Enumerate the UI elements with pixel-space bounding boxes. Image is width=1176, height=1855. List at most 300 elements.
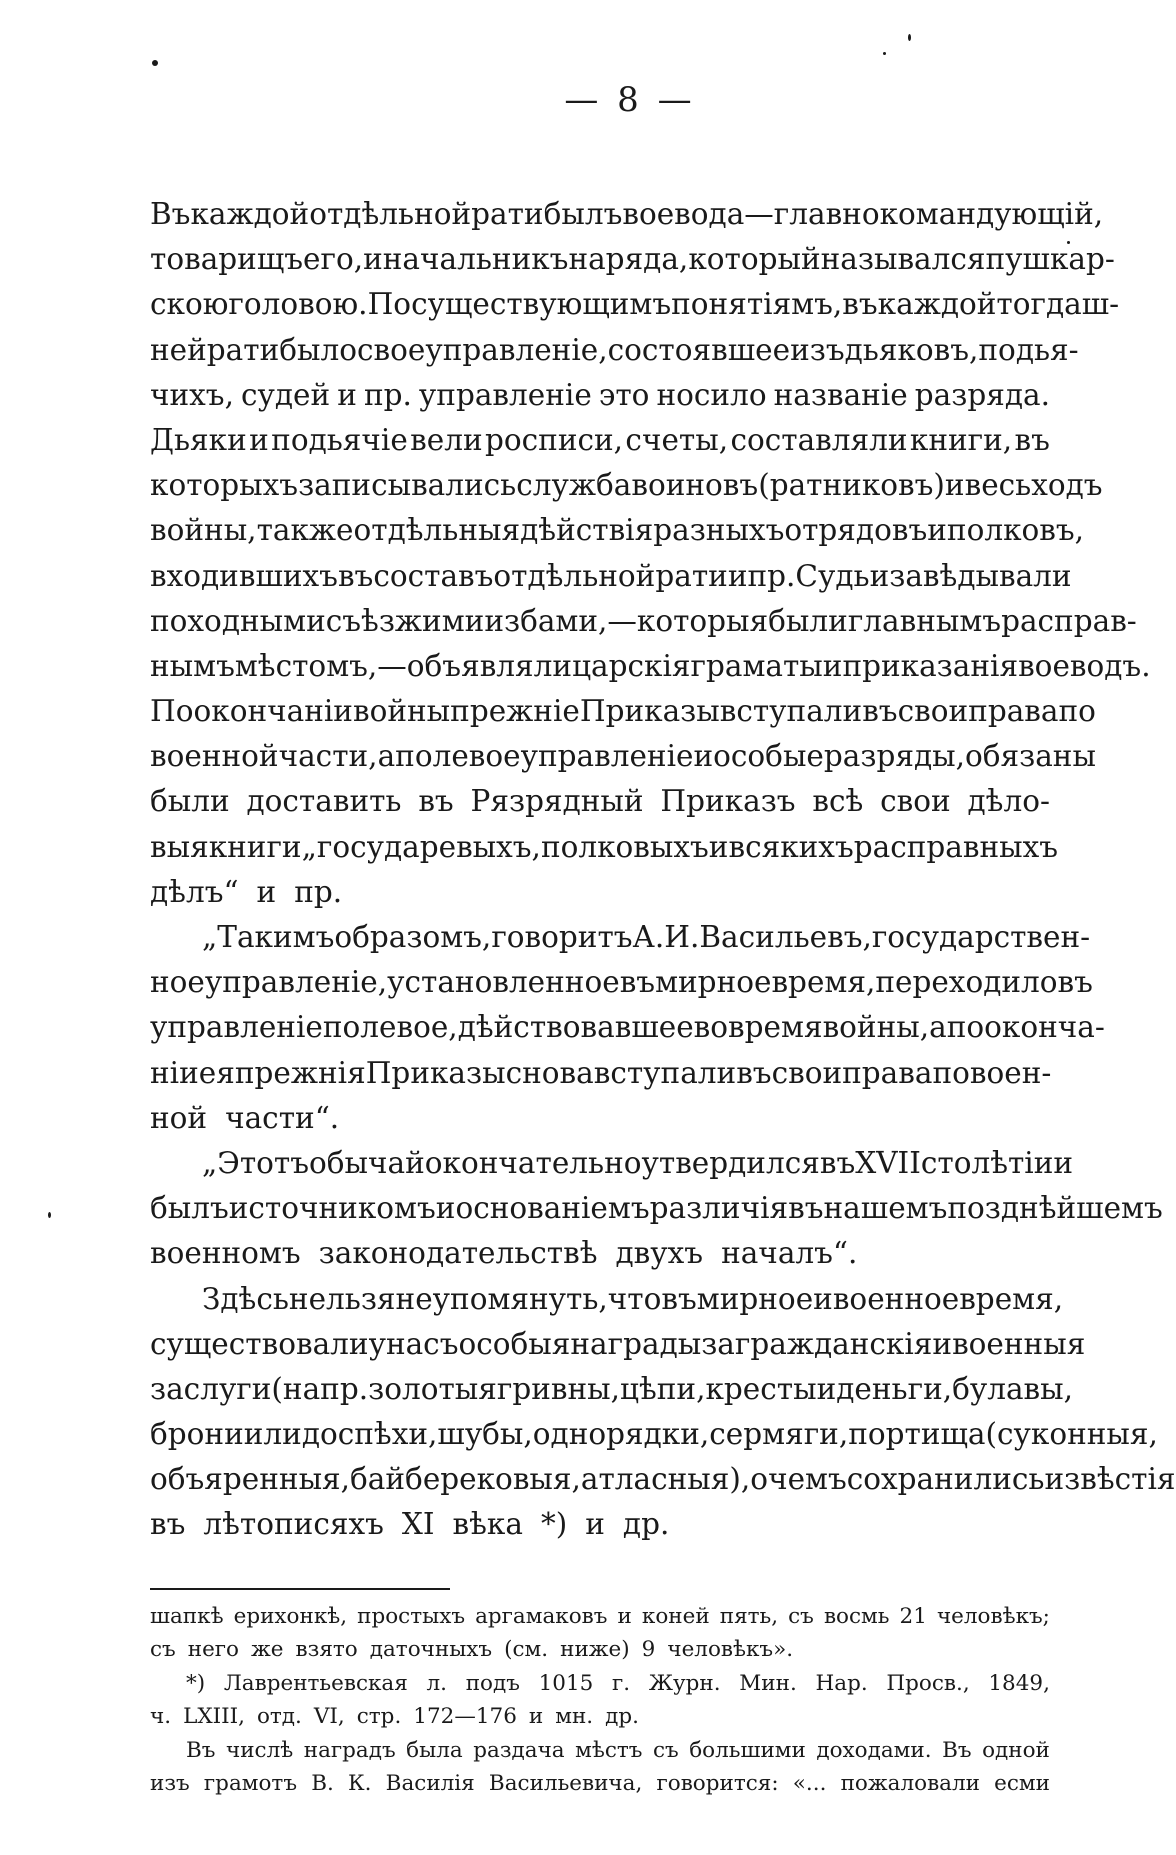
word: пр.	[294, 874, 343, 909]
word: дѣйствовавшее	[457, 1010, 694, 1045]
word: войны,	[150, 513, 257, 548]
word: были	[150, 784, 230, 819]
text-line	[150, 237, 1115, 282]
footnote-word: говорится:	[656, 1771, 779, 1797]
word: образомъ,	[334, 920, 492, 954]
footnote-word: «...	[792, 1771, 827, 1797]
word: Рязрядный	[470, 784, 644, 819]
word: въ	[842, 287, 878, 322]
word: ходъ	[1031, 468, 1103, 503]
word: время,	[959, 1281, 1064, 1316]
word: и	[944, 468, 965, 503]
word: воеводъ.	[1018, 648, 1151, 683]
word: или	[243, 1417, 302, 1452]
word: и	[727, 558, 748, 593]
word: пр.	[363, 377, 412, 412]
text-line	[150, 734, 1096, 779]
word: дьяковъ,	[844, 332, 979, 367]
footnote-word: даточныхъ	[369, 1637, 493, 1663]
word: носило	[656, 377, 767, 412]
word: дѣло-	[967, 784, 1050, 819]
word: съѣзжими	[325, 603, 485, 638]
word: (ратниковъ)	[758, 468, 945, 503]
footnote-word: и	[528, 1704, 544, 1730]
word: полевое,	[322, 1010, 458, 1045]
word: названіе	[773, 377, 908, 412]
footnote-line	[150, 1700, 1050, 1734]
word: царскія	[572, 648, 691, 683]
text-line	[150, 1412, 1158, 1457]
footnote-word: Журн.	[648, 1670, 721, 1696]
footnote-word: грамотъ	[203, 1771, 298, 1797]
word: и	[337, 377, 357, 412]
word: мирное	[696, 1281, 814, 1316]
word: по	[932, 1055, 970, 1090]
text-line	[150, 282, 1120, 327]
word: ной	[150, 1100, 208, 1135]
word: наряда,	[568, 242, 689, 277]
word: сохранились	[846, 1462, 1045, 1497]
footnote-word: К.	[348, 1771, 372, 1797]
main-text	[150, 192, 1176, 1548]
footnote-word: доходами.	[816, 1737, 932, 1763]
footnote-line	[150, 1633, 1050, 1667]
footnote-word: большими	[689, 1737, 806, 1763]
text-line	[150, 779, 1050, 824]
text-line	[150, 960, 1093, 1005]
word: назывался	[820, 242, 986, 277]
page-number: — 8 —	[564, 80, 696, 120]
footnote-word: аргамаковъ	[475, 1603, 608, 1629]
word: приказанія	[842, 648, 1019, 683]
footnote-line	[150, 1734, 1050, 1768]
word: разряды,	[823, 739, 965, 774]
footnote-rule	[150, 1588, 450, 1590]
word: особыя	[458, 1326, 571, 1361]
ink-speck	[908, 34, 911, 41]
text-line	[150, 870, 1050, 915]
footnote-word: съ	[652, 1737, 679, 1763]
word: время	[728, 1010, 823, 1045]
footnote-word: стр.	[356, 1704, 402, 1730]
footnote-word: восмь	[823, 1603, 890, 1629]
word: атласныя),	[580, 1462, 751, 1497]
text-line	[150, 1231, 1050, 1276]
footnote-word: есми	[994, 1771, 1050, 1797]
text-line	[150, 1322, 1086, 1367]
word: и	[708, 829, 729, 864]
word: военной	[150, 739, 279, 774]
word: окончаніи	[193, 694, 353, 729]
word: начальникъ	[382, 242, 569, 277]
text-line	[150, 689, 1096, 734]
word: служба	[516, 468, 632, 503]
word: и	[927, 513, 947, 548]
word: управленіе	[150, 1010, 323, 1045]
word: существовали	[150, 1326, 369, 1361]
word: скою	[150, 287, 229, 322]
word: байберековыя,	[350, 1462, 581, 1497]
word: управленіе	[418, 377, 592, 412]
word: оконча-	[984, 1010, 1105, 1045]
footnote-word: числѣ	[226, 1737, 294, 1763]
footnote-word: (см.	[504, 1637, 549, 1663]
word: весь	[964, 468, 1032, 503]
footnote-word: отд.	[256, 1704, 302, 1730]
word: прежнія	[234, 1055, 366, 1090]
word: въ	[619, 965, 656, 1000]
word: „Этотъ	[202, 1145, 310, 1180]
word: подьячіе	[271, 422, 408, 457]
word: двухъ	[615, 1236, 704, 1271]
word: отдѣльной	[493, 558, 656, 593]
word: отдѣльной	[309, 197, 472, 231]
word: вступали	[719, 694, 863, 729]
word: и	[693, 739, 714, 774]
footnote-word: *)	[186, 1670, 206, 1696]
word: воен-	[969, 1055, 1052, 1090]
word: брони	[150, 1417, 244, 1452]
word: книги	[208, 829, 302, 864]
text-line	[150, 915, 1091, 960]
word: утвердился	[641, 1145, 820, 1180]
footnote-word: LXIII,	[183, 1704, 245, 1730]
word: пр.	[747, 558, 796, 593]
text-line	[150, 1277, 1064, 1322]
word: деньги,	[836, 1371, 953, 1406]
word: всѣ	[812, 784, 864, 819]
word: въ	[1057, 965, 1093, 1000]
word: Здѣсь	[202, 1281, 289, 1316]
word: а	[377, 739, 396, 774]
word: и	[585, 1507, 605, 1542]
word: у	[368, 1326, 386, 1361]
word: подья-	[978, 332, 1079, 367]
footnote-line	[150, 1667, 1050, 1701]
text-line	[150, 1367, 1074, 1412]
word: войны	[352, 694, 451, 729]
word: полевое	[395, 739, 521, 774]
word: и	[813, 1281, 833, 1316]
word: переходило	[875, 965, 1058, 1000]
word: лѣтописяхъ	[203, 1507, 384, 1542]
text-line	[150, 644, 1151, 689]
word: части“.	[225, 1100, 340, 1135]
footnote-word: Нар.	[815, 1670, 868, 1696]
footnote-word: наградъ	[303, 1737, 396, 1763]
text-line	[150, 825, 1059, 870]
word: полковыхъ	[540, 829, 709, 864]
word: и	[932, 1326, 953, 1361]
ink-speck	[883, 52, 886, 55]
word: былъ	[543, 197, 623, 231]
footnote-word: коней	[641, 1603, 710, 1629]
word: гражданскія	[734, 1326, 933, 1361]
word: XVII	[855, 1145, 921, 1180]
word: по	[1058, 694, 1096, 729]
word: изъ	[790, 332, 845, 367]
word: былъ	[150, 1191, 229, 1226]
word: судей	[241, 377, 331, 412]
word: ней	[150, 332, 207, 367]
word: вѣка	[452, 1507, 523, 1542]
word: завѣдывали	[889, 558, 1072, 593]
word: и	[822, 648, 843, 683]
word: а	[929, 1010, 947, 1045]
word: всякихъ	[728, 829, 854, 864]
word: Васильевъ,	[699, 920, 872, 954]
word: свои	[897, 694, 969, 729]
word: счеты,	[625, 422, 729, 457]
word: который	[688, 242, 821, 277]
footnote-word: простыхъ	[357, 1603, 466, 1629]
word: въ	[150, 1507, 186, 1542]
text-line	[150, 554, 1072, 599]
word: права	[842, 1055, 933, 1090]
text-line	[150, 1096, 1050, 1141]
text-line	[150, 373, 1050, 418]
word: установленное	[387, 965, 620, 1000]
word: цѣпи,	[620, 1371, 706, 1406]
word: и	[256, 874, 277, 909]
text-line	[150, 1502, 1050, 1547]
word: обязаны	[964, 739, 1096, 774]
word: насъ	[385, 1326, 459, 1361]
word: въ	[1014, 422, 1050, 457]
word: и	[816, 1371, 837, 1406]
word: это	[598, 377, 650, 412]
word: которыхъ	[150, 468, 299, 503]
word: (суконныя,	[985, 1417, 1158, 1452]
word: столѣтіи	[920, 1145, 1054, 1180]
word: законодательствѣ	[318, 1236, 598, 1271]
footnote-word: подъ	[465, 1670, 520, 1696]
footnote-word: ерихонкѣ,	[233, 1603, 348, 1629]
word: части,	[278, 739, 378, 774]
word: упомянуть,	[432, 1281, 608, 1316]
word: позднѣйшемъ	[947, 1191, 1163, 1226]
word: въ	[819, 1145, 856, 1180]
word: гривны,	[496, 1371, 621, 1406]
footnote-word: человѣкъ».	[667, 1637, 794, 1663]
text-line	[150, 1005, 1105, 1050]
word: что	[607, 1281, 662, 1316]
word: Приказы	[365, 1055, 506, 1090]
word: по	[946, 1010, 985, 1045]
word: головою.	[228, 287, 368, 322]
word: Приказъ	[660, 784, 796, 819]
word: мирное	[655, 965, 772, 1000]
word: нымъ	[150, 648, 235, 683]
footnote-word: человѣкъ;	[936, 1603, 1050, 1629]
word: управленіе,	[425, 332, 608, 367]
word: нельзя	[288, 1281, 396, 1316]
word: каждой	[877, 287, 997, 322]
word: о	[750, 1462, 769, 1497]
word: Въ	[150, 197, 191, 231]
ink-speck	[48, 1212, 51, 1218]
word: товарищъ	[150, 242, 304, 277]
word: за	[701, 1326, 735, 1361]
word: пушкар-	[985, 242, 1115, 277]
word: въ	[862, 694, 898, 729]
word: государствен-	[871, 920, 1091, 954]
word: награды	[570, 1326, 702, 1361]
word: булавы,	[952, 1371, 1074, 1406]
word: главнымъ	[847, 603, 1002, 638]
word: въ	[788, 1191, 824, 1226]
footnote-word: л.	[426, 1670, 448, 1696]
word: разныхъ	[653, 513, 785, 548]
word: окончательно	[424, 1145, 642, 1180]
footnote-word: съ	[150, 1637, 176, 1663]
text-line	[150, 328, 1079, 373]
word: ея	[198, 1055, 235, 1090]
text-line	[150, 508, 1085, 553]
word: доставить	[246, 784, 402, 819]
word: управленіе,	[204, 965, 388, 1000]
word: снова	[505, 1055, 594, 1090]
word: были	[768, 603, 848, 638]
word: права	[968, 694, 1059, 729]
word: граматы	[690, 648, 823, 683]
word: кресты	[705, 1371, 817, 1406]
word: воиновъ	[631, 468, 759, 503]
footnote-word: В.	[311, 1771, 334, 1797]
footnote-word: 172—176	[413, 1704, 517, 1730]
word: нашемъ	[823, 1191, 948, 1226]
footnote-word: изъ	[150, 1771, 190, 1797]
word: однорядки,	[532, 1417, 710, 1452]
word: существующимъ	[411, 287, 672, 322]
word: избами,—которыя	[484, 603, 769, 638]
word: было	[279, 332, 358, 367]
footnote-word: VI,	[313, 1704, 345, 1730]
footnote-word: 1849,	[988, 1670, 1050, 1696]
word: объяренныя,	[150, 1462, 351, 1497]
word: По	[150, 694, 194, 729]
word: А.	[632, 920, 665, 954]
word: записывались	[298, 468, 517, 503]
word: вступали	[593, 1055, 737, 1090]
word: военныя	[952, 1326, 1086, 1361]
word: отдѣльныя	[353, 513, 521, 548]
word: составляли	[730, 422, 908, 457]
word: доспѣхи,	[301, 1417, 438, 1452]
word: военное	[832, 1281, 960, 1316]
word: др.	[622, 1507, 670, 1542]
footnote-word: Василія	[385, 1771, 475, 1797]
footnote-word: одной	[982, 1737, 1050, 1763]
word: во	[693, 1010, 729, 1045]
word: заслуги	[150, 1371, 272, 1406]
word: въ	[337, 558, 374, 593]
word: *)	[540, 1507, 568, 1542]
word: росписи,	[485, 422, 624, 457]
word: источникомъ	[228, 1191, 436, 1226]
footnote-word: 21	[899, 1603, 927, 1629]
footnote-word: г.	[612, 1670, 631, 1696]
footnotes	[150, 1600, 1050, 1801]
word: вели	[410, 422, 483, 457]
text-line	[150, 192, 1104, 237]
word: мѣстомъ,—объявляли	[234, 648, 573, 683]
footnote-word: была	[406, 1737, 463, 1763]
text-line	[150, 1186, 1163, 1231]
word: основаніемъ	[455, 1191, 650, 1226]
word: чемъ	[768, 1462, 847, 1497]
word: книги,	[909, 422, 1013, 457]
word: понятіямъ,	[671, 287, 843, 322]
footnote-word: ниже)	[560, 1637, 630, 1663]
word: не	[395, 1281, 433, 1316]
word: „государевыхъ,	[301, 829, 541, 864]
word: (напр.	[271, 1371, 369, 1406]
text-line	[150, 1457, 1176, 1502]
word: И.	[664, 920, 700, 954]
word: дѣйствія	[520, 513, 654, 548]
footnote-word: Просв.,	[886, 1670, 970, 1696]
word: началъ“.	[721, 1236, 858, 1271]
word: свои	[880, 784, 951, 819]
word: шубы,	[437, 1417, 533, 1452]
word: выя	[150, 829, 209, 864]
text-line	[150, 599, 1137, 644]
word: рати	[471, 197, 544, 231]
word: говоритъ	[491, 920, 633, 954]
footnote-word: мн.	[555, 1704, 594, 1730]
word: ное	[150, 965, 205, 1000]
word: сермяги,	[709, 1417, 849, 1452]
word: отрядовъ	[784, 513, 928, 548]
footnote-word: него	[187, 1637, 239, 1663]
ink-speck	[152, 60, 158, 66]
text-line	[150, 1051, 1050, 1096]
word: чихъ,	[150, 377, 234, 412]
footnote-word: Васильевича,	[488, 1771, 643, 1797]
footnote-word: др.	[605, 1704, 639, 1730]
word: XI	[401, 1507, 435, 1542]
word: рати	[206, 332, 280, 367]
word: время,	[771, 965, 876, 1000]
text-line	[150, 463, 1103, 508]
word: разряда.	[914, 377, 1050, 412]
footnote-word: Мин.	[739, 1670, 797, 1696]
footnote-word: шапкѣ	[150, 1603, 224, 1629]
word: войны,	[822, 1010, 930, 1045]
footnote-word: 1015	[538, 1670, 594, 1696]
word: дѣлъ“	[150, 874, 239, 909]
footnote-word: Въ	[186, 1737, 216, 1763]
text-line	[150, 418, 1050, 463]
footnote-word: раздача	[473, 1737, 565, 1763]
word: ніи	[150, 1055, 199, 1090]
footnote-line	[150, 1767, 1050, 1801]
word: составъ	[373, 558, 494, 593]
footnote-word: же	[251, 1637, 284, 1663]
word: различія	[649, 1191, 789, 1226]
word: въ	[418, 784, 454, 819]
word: и	[363, 242, 383, 277]
word: Дьяки	[150, 422, 247, 457]
footnote-word: пять,	[719, 1603, 779, 1629]
word: его,	[303, 242, 364, 277]
footnote-word: Въ	[942, 1737, 972, 1763]
word: свое	[357, 332, 426, 367]
word: По	[367, 287, 412, 322]
word: прежніе	[450, 694, 580, 729]
footnote-word: мѣстъ	[575, 1737, 643, 1763]
